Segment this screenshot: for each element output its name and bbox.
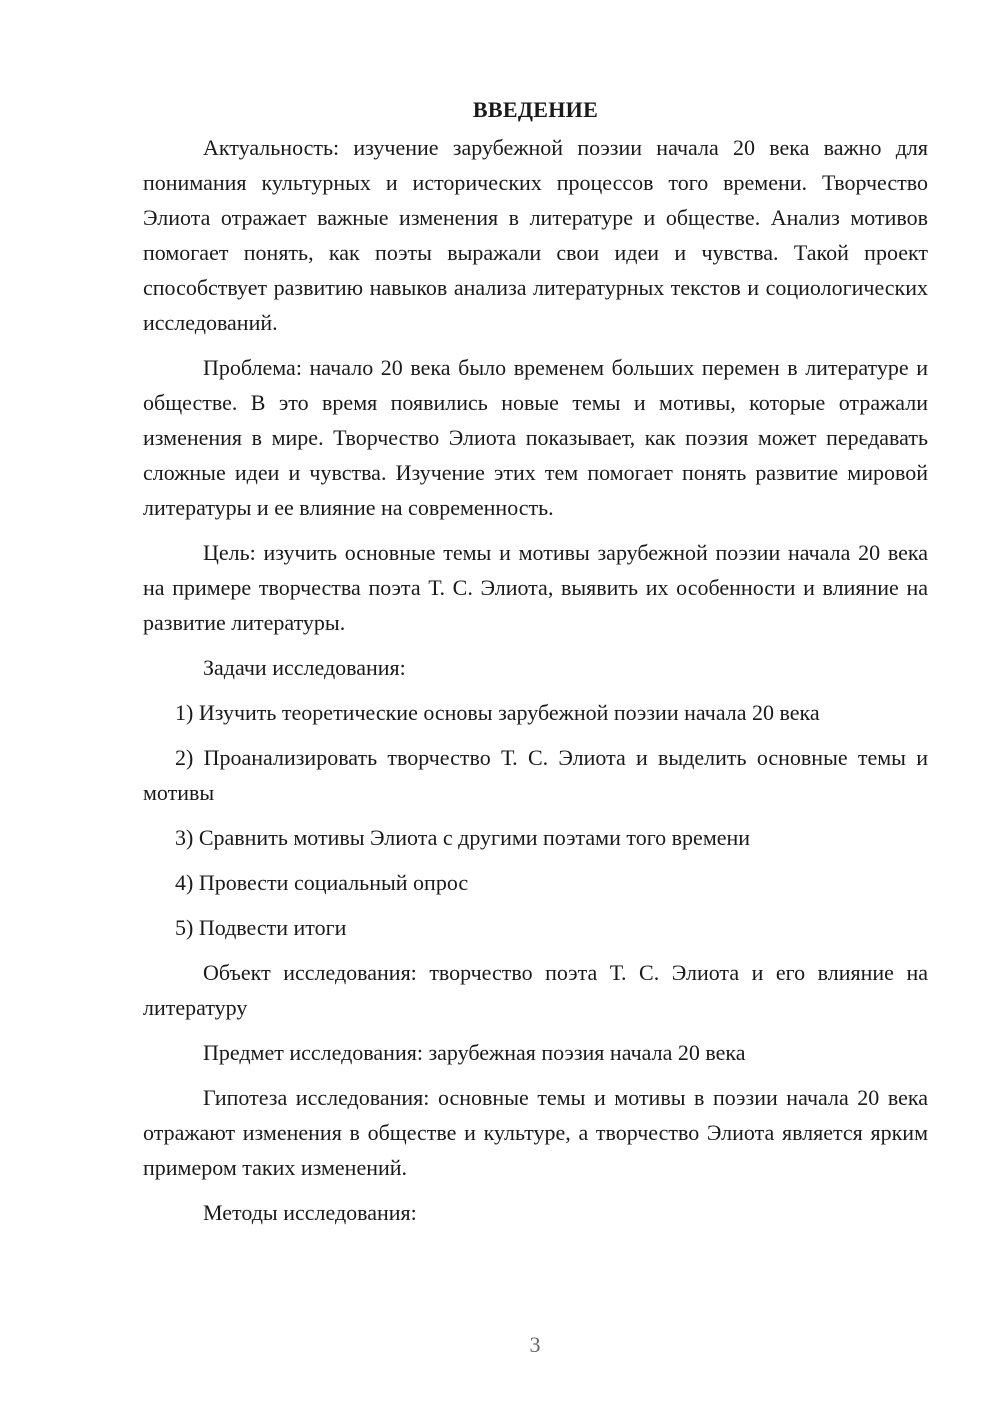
paragraph-object: Объект исследования: творчество поэта Т. С. Элиота и его влияние на литературу [143,960,928,1020]
paragraph-goal: Цель: изучить основные темы и мотивы зарубежной поэзии начала 20 века на примере творчества поэта Т. С. Элиота, выявить их особенности и влияние на развитие литературы. [143,540,928,635]
task-item-5: 5) Подвести итоги [175,915,347,940]
task-item-2: 2) Проанализировать творчество Т. С. Элиота и выделить основные темы и мотивы [143,745,928,805]
page-number: 3 [529,1332,541,1357]
task-item-1: 1) Изучить теоретические основы зарубежной поэзии начала 20 века [175,700,820,725]
paragraph-methods: Методы исследования: [203,1200,417,1225]
paragraph-subject: Предмет исследования: зарубежная поэзия начала 20 века [203,1040,746,1065]
tasks-heading: Задачи исследования: [203,655,406,680]
section-title: ВВЕДЕНИЕ [472,97,599,122]
task-item-3: 3) Сравнить мотивы Элиота с другими поэтами того времени [175,825,751,850]
paragraph-problem: Проблема: начало 20 века было временем больших перемен в литературе и обществе. В это время появились новые темы и мотивы, которые отражали изменения в мире. Творчество Элиота показывает, как поэзия может передавать сложные идеи и чувства. Изучение этих тем помогает понять развитие мировой литературы и ее влияние на современность. [143,355,928,520]
document-page [143,92,928,1240]
paragraph-hypothesis: Гипотеза исследования: основные темы и мотивы в поэзии начала 20 века отражают изменения в обществе и культуре, а творчество Элиота является ярким примером таких изменений. [143,1085,928,1180]
task-item-4: 4) Провести социальный опрос [175,870,469,895]
paragraph-relevance: Актуальность: изучение зарубежной поэзии начала 20 века важно для понимания культурных и исторических процессов того времени. Творчество Элиота отражает важные изменения в литературе и обществе. Анализ мотивов помогает понять, как поэты выражали свои идеи и чувства. Такой проект способствует развитию навыков анализа литературных текстов и социологических исследований. [143,135,928,335]
